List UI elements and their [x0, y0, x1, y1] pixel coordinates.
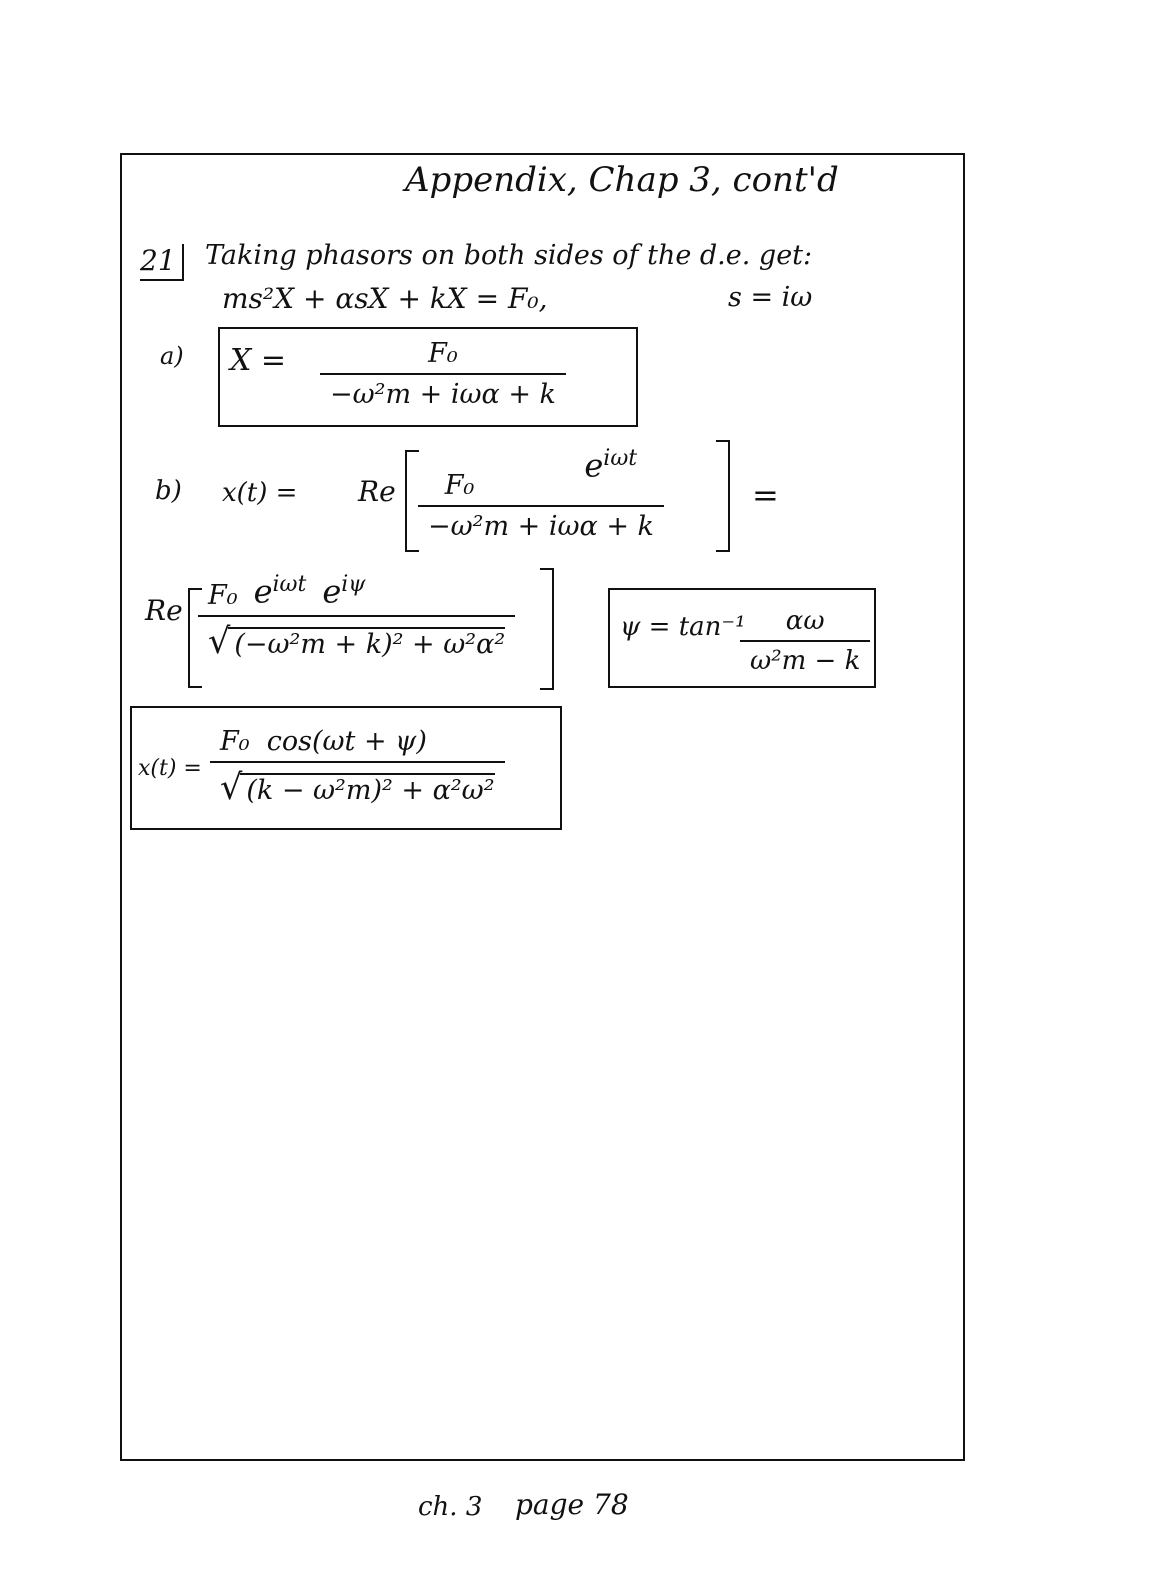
step2-radicand: (−ω²m + k)² + ω²α² [228, 627, 505, 660]
result-radicand: (k − ω²m)² + α²ω² [240, 773, 494, 806]
part-b-numerator-exp [584, 446, 637, 501]
part-b-lhs: x(t) = [222, 478, 298, 508]
part-a-denominator: −ω²m + iωα + k [330, 379, 556, 410]
exp-base: e [253, 572, 273, 611]
page-title: Appendix, Chap 3, cont'd [405, 160, 839, 200]
exp-superscript: iωt [272, 572, 307, 597]
part-a-fraction [320, 338, 566, 410]
result-numerator: F₀ cos(ωt + ψ) [220, 726, 427, 757]
part-b-fraction [418, 446, 664, 542]
part-b-label: b) [155, 476, 182, 506]
result-fraction [210, 726, 505, 808]
part-b-right-bracket [716, 440, 730, 552]
exp-base: e [322, 572, 342, 611]
step2-num-f: F₀ [208, 579, 238, 611]
part-b-re: Re [358, 475, 396, 508]
part-a-label: a) [160, 342, 184, 370]
exp-superscript: iψ [341, 572, 366, 597]
part-b-numerator-f: F₀ [444, 470, 475, 501]
sqrt-icon: √ [208, 620, 231, 662]
psi-denominator: ω²m − k [750, 646, 861, 676]
problem-number: 21 [140, 244, 184, 281]
step2-right-bracket [540, 568, 554, 690]
part-a-numerator: F₀ [428, 338, 458, 369]
exp-base: e [584, 446, 604, 485]
footer-page: page 78 [515, 1488, 629, 1521]
step2-re: Re [145, 594, 183, 627]
step2-num-exp2 [322, 572, 365, 611]
problem-intro: Taking phasors on both sides of the d.e. get: [205, 240, 813, 271]
part-b-numerator [435, 446, 647, 505]
exp-superscript: iωt [603, 446, 638, 471]
psi-fraction [740, 606, 870, 676]
phasor-equation: ms²X + αsX + kX = F₀, [222, 282, 548, 315]
part-b-equals: = [752, 476, 779, 514]
psi-numerator: αω [785, 606, 825, 636]
result-denominator [210, 763, 505, 808]
part-a-lhs: X = [230, 343, 287, 378]
step2-fraction [198, 572, 515, 662]
result-lhs: x(t) = [138, 756, 202, 781]
footer-chapter: ch. 3 [418, 1492, 483, 1522]
sqrt-icon: √ [220, 767, 243, 808]
part-b-left-bracket [405, 450, 419, 552]
substitution: s = iω [728, 282, 813, 313]
part-b-denominator: −ω²m + iωα + k [428, 511, 654, 542]
step2-denominator [198, 617, 515, 662]
step2-numerator [198, 572, 376, 615]
psi-lhs: ψ = tan⁻¹ [620, 612, 746, 642]
step2-num-exp1 [254, 572, 307, 611]
